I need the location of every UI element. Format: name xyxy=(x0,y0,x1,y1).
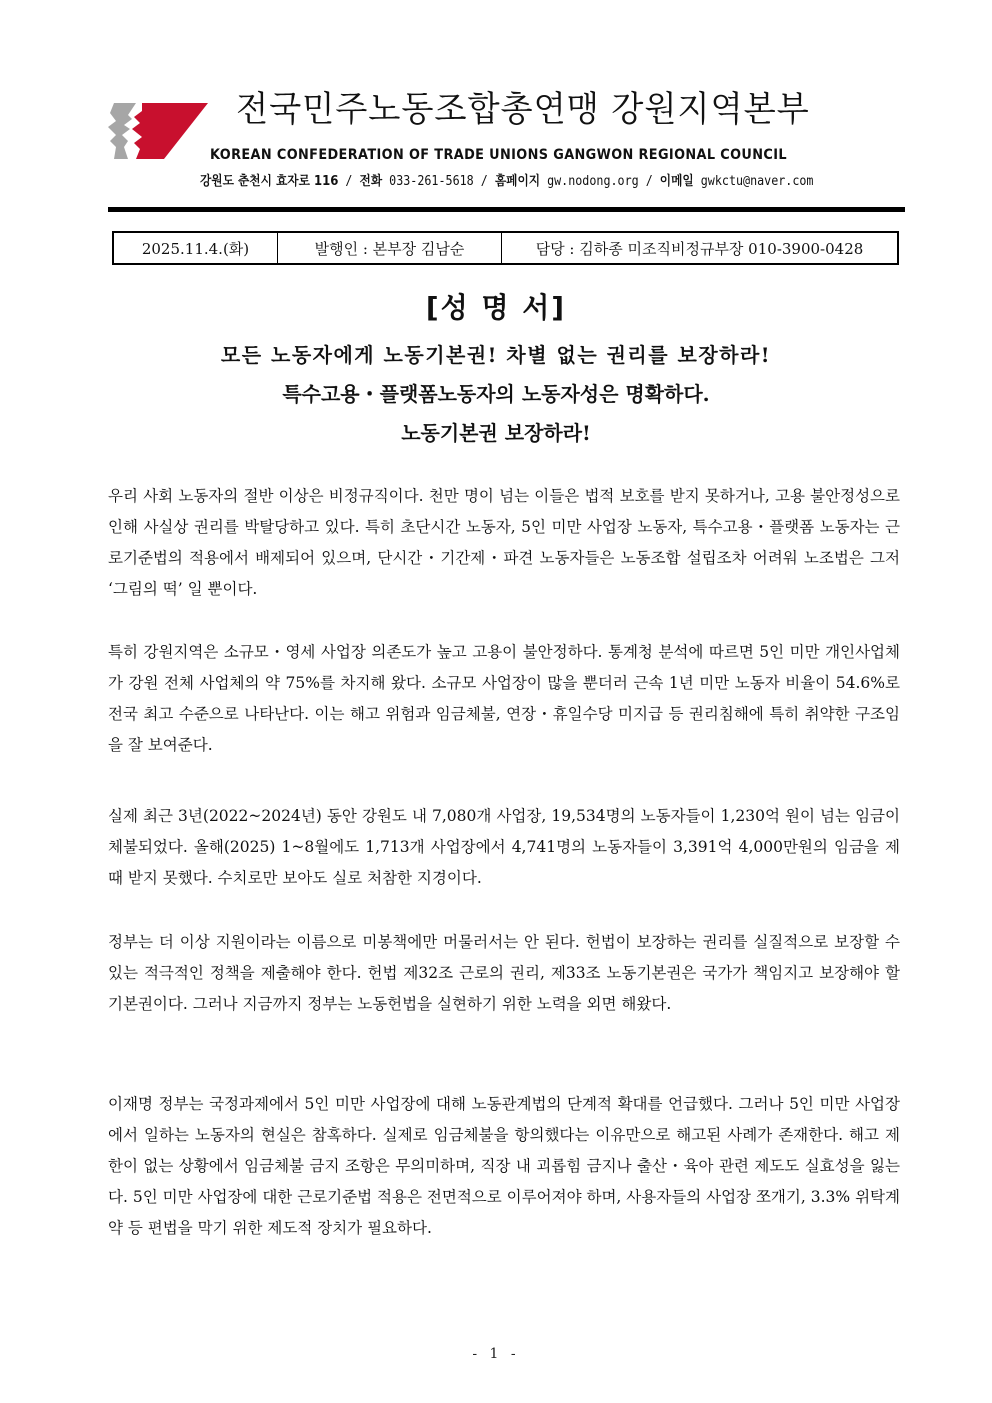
contact-line xyxy=(200,173,814,191)
info-table xyxy=(112,231,899,265)
paragraph-text: 정부는 더 이상 지원이라는 이름으로 미봉책에만 머물러서는 안 된다. 헌법이 보장하는 권리를 실질적으로 보장할 수 있는 적극적인 정책을 제출해야 한다. 헌법 제32조 근로의 권리, 제33조 노동기본권은 국가가 책임지고 보장해야 할 기본권이다. 그러나 지금까지 정부는 노동헌법을 실현하기 위한 노력을 외면 해왔다. xyxy=(108,933,900,1013)
separator: / xyxy=(473,174,495,189)
headline-1: 모든 노동자에게 노동기본권! 차별 없는 권리를 보장하라! xyxy=(220,343,772,367)
header-divider xyxy=(108,207,905,212)
release-date: 2025.11.4.(화) xyxy=(114,233,278,263)
headline-3: 노동기본권 보장하라! xyxy=(401,421,591,445)
paragraph-text: 이재명 정부는 국정과제에서 5인 미만 사업장에 대해 노동관계법의 단계적 확대를 언급했다. 그러나 5인 미만 사업장에서 일하는 노동자의 현실은 참혹하다. 실제로 임금체불을 항의했다는 이유만으로 해고된 사례가 존재한다. 해고 제한이 없는 상황에서 임금체불 금지 조항은 무의미하며, 직장 내 괴롭힘 금지나 출산・육아 관련 제도도 실효성을 잃는다. 5인 미만 사업장에 대한 근로기준법 적용은 전면적으로 이루어져야 하며, 사용자들의 사업장 쪼개기, 3.3% 위탁계약 등 편법을 막기 위한 제도적 장치가 필요하다. xyxy=(108,1095,900,1237)
body-paragraph-4 xyxy=(108,927,900,1020)
headline-2: 특수고용・플랫폼노동자의 노동자성은 명확하다. xyxy=(282,382,710,406)
homepage-label: 홈페이지 xyxy=(494,174,541,189)
body-paragraph-5 xyxy=(108,1089,900,1244)
org-name-english: KOREAN CONFEDERATION OF TRADE UNIONS GANGWON REGIONAL COUNCIL xyxy=(210,147,787,163)
publisher: 발행인 : 본부장 김남순 xyxy=(278,233,502,263)
body-paragraph-3 xyxy=(108,801,900,894)
paragraph-text: 실제 최근 3년(2022~2024년) 동안 강원도 내 7,080개 사업장, 19,534명의 노동자들이 1,230억 원이 넘는 임금이 체불되었다. 올해(2025) 1~8월에도 1,713개 사업장에서 4,741명의 노동자들이 3,391억 4,000만원의 임금을 제 때 받지 못했다. 수치로만 보아도 실로 처참한 지경이다. xyxy=(108,807,900,887)
document-type-title: [성 명 서] xyxy=(425,291,567,324)
email-label: 이메일 xyxy=(659,174,694,189)
contact-person: 담당 : 김하종 미조직비정규부장 010-3900-0428 xyxy=(535,239,864,258)
separator: / xyxy=(338,174,360,189)
page-number: - 1 - xyxy=(472,1346,520,1362)
body-paragraph-2 xyxy=(108,637,900,761)
email-link[interactable]: gwkctu@naver.com xyxy=(700,174,814,189)
kctu-logo-icon xyxy=(106,97,208,159)
separator: / xyxy=(638,174,660,189)
address: 강원도 춘천시 효자로 116 xyxy=(200,174,339,189)
body-paragraph-1 xyxy=(108,481,900,605)
phone-number: 033-261-5618 xyxy=(389,174,474,189)
org-name-korean: 전국민주노동조합총연맹 강원지역본부 xyxy=(236,90,810,130)
phone-label: 전화 xyxy=(359,174,383,189)
paragraph-text: 특히 강원지역은 소규모・영세 사업장 의존도가 높고 고용이 불안정하다. 통계청 분석에 따르면 5인 미만 개인사업체가 강원 전체 사업체의 약 75%를 차지해 왔다. 소규모 사업장이 많을 뿐더러 근속 1년 미만 노동자 비율이 54.6%로 전국 최고 수준으로 나타난다. 이는 해고 위험과 임금체불, 연장・휴일수당 미지급 등 권리침해에 특히 취약한 구조임을 잘 보여준다. xyxy=(108,643,900,754)
homepage-link[interactable]: gw.nodong.org xyxy=(547,174,639,189)
paragraph-text: 우리 사회 노동자의 절반 이상은 비정규직이다. 천만 명이 넘는 이들은 법적 보호를 받지 못하거나, 고용 불안정성으로 인해 사실상 권리를 박탈당하고 있다. 특히 초단시간 노동자, 5인 미만 사업장 노동자, 특수고용・플랫폼 노동자는 근로기준법의 적용에서 배제되어 있으며, 단시간・기간제・파견 노동자들은 노동조합 설립조차 어려워 노조법은 그저 ‘그림의 떡’ 일 뿐이다. xyxy=(108,487,900,598)
